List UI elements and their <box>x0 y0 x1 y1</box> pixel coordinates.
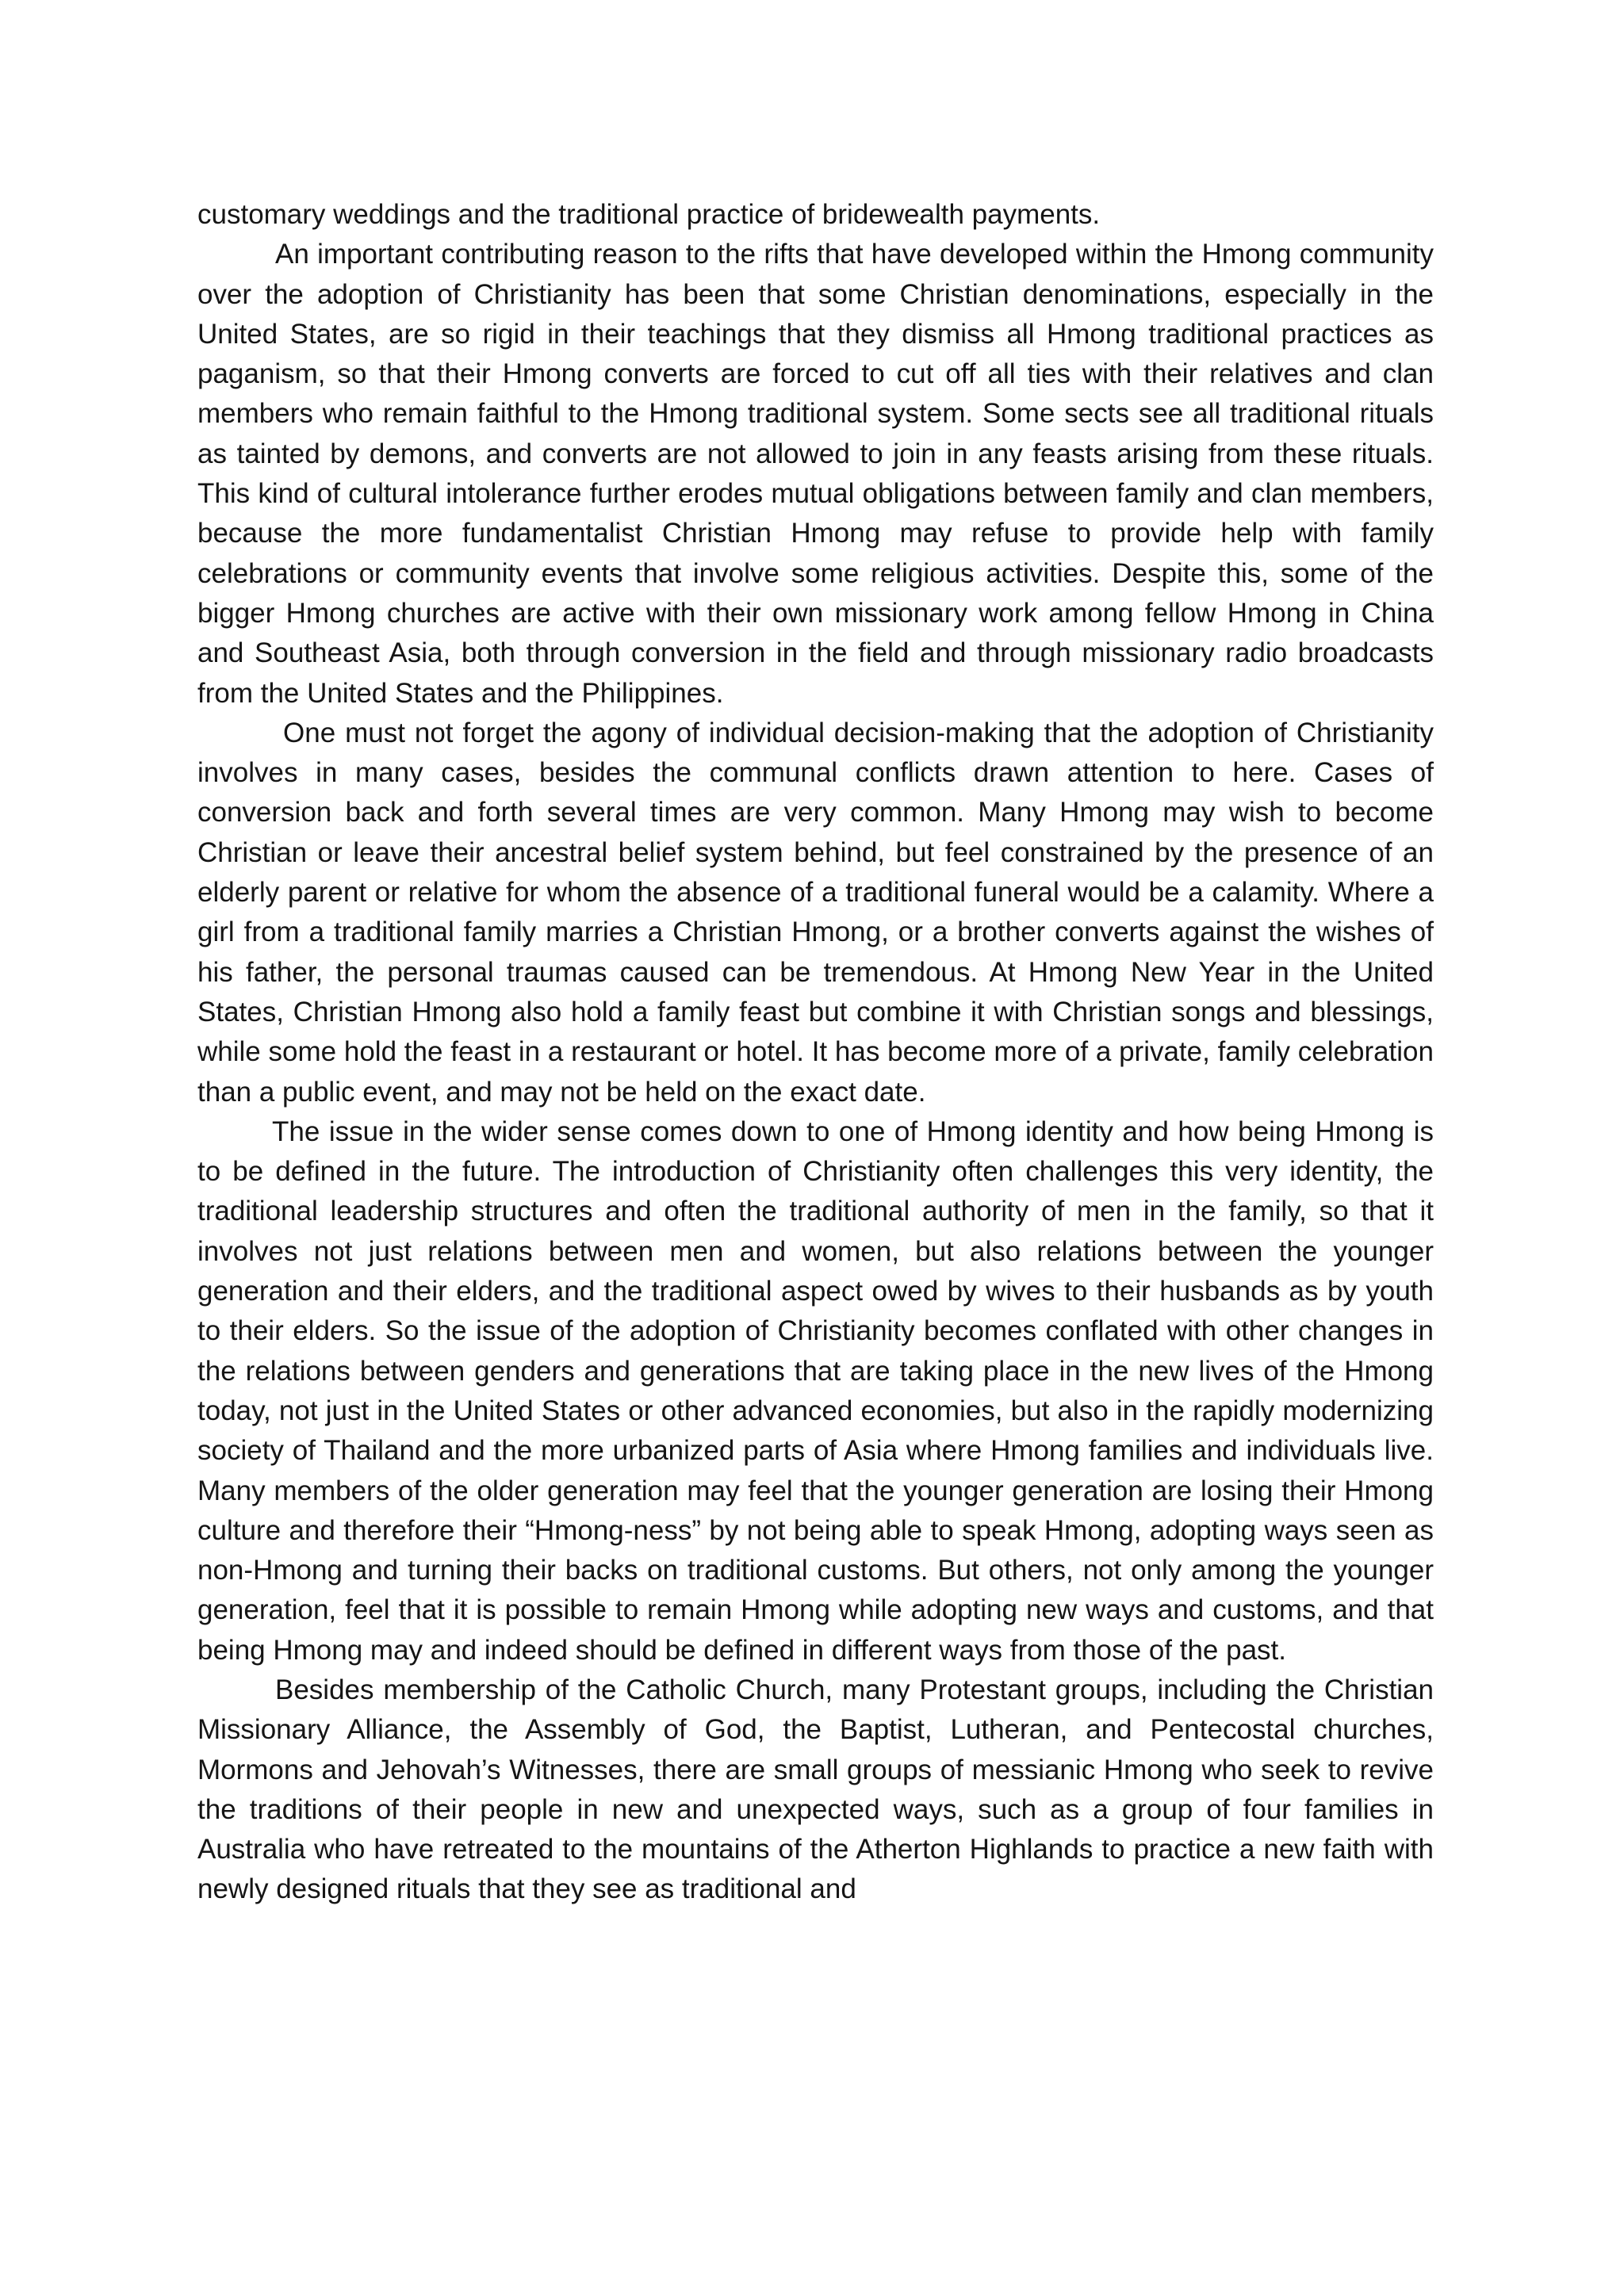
paragraph-protestant-groups: Besides membership of the Catholic Church, many Protestant groups, including the Christian Missionary Alliance, the Assembly of God, the Baptist, Lutheran, and Pentecostal churches, Mormons and Jehovah’s Witnesses, there are small groups of messianic Hmong who seek to revive the traditions of their people in new and unexpected ways, such as a group of four families in Australia who have retreated to the mountains of the Atherton Highlands to practice a new faith with newly designed rituals that they see as traditional and <box>197 1674 1434 1905</box>
paragraph-hmong-identity: The issue in the wider sense comes down to one of Hmong identity and how being Hmong is to be defined in the future. The introduction of Christianity often challenges this very identity, the traditional leadership structures and often the traditional authority of men in the family, so that it involves not just relations between men and women, but also relations between the younger generation and their elders, and the traditional aspect owed by wives to their husbands as by youth to their elders. So the issue of the adoption of Christianity becomes conflated with other changes in the relations between genders and generations that are taking place in the new lives of the Hmong today, not just in the United States or other advanced economies, but also in the rapidly modernizing society of Thailand and the more urbanized parts of Asia where Hmong families and individuals live. Many members of the older generation may feel that the younger generation are losing their Hmong culture and therefore their “Hmong-ness” by not being able to speak Hmong, adopting ways seen as non-Hmong and turning their backs on traditional customs. But others, not only among the younger generation, feel that it is possible to remain Hmong while adopting new ways and customs, and that being Hmong may and indeed should be defined in different ways from those of the past. <box>197 1115 1434 1666</box>
paragraph-continuation: customary weddings and the traditional practice of bridewealth payments. <box>197 199 1101 230</box>
paragraph-individual-decision: One must not forget the agony of individual decision-making that the adoption of Christianity involves in many cases, besides the communal conflicts drawn attention to here. Cases of conversion back and forth several times are very common. Many Hmong may wish to become Christian or leave their ancestral belief system behind, but feel constrained by the presence of an elderly parent or relative for whom the absence of a traditional funeral would be a calamity. Where a girl from a traditional family marries a Christian Hmong, or a brother converts against the wishes of his father, the personal traumas caused can be tremendous. At Hmong New Year in the United States, Christian Hmong also hold a family feast but combine it with Christian songs and blessings, while some hold the feast in a restaurant or hotel. It has become more of a private, family celebration than a public event, and may not be held on the exact date. <box>197 717 1434 1108</box>
body-text <box>197 195 1434 1910</box>
paragraph-christian-denominations: An important contributing reason to the rifts that have developed within the Hmong community over the adoption of Christianity has been that some Christian denominations, especially in the United States, are so rigid in their teachings that they dismiss all Hmong traditional practices as paganism, so that their Hmong converts are forced to cut off all ties with their relatives and clan members who remain faithful to the Hmong traditional system. Some sects see all traditional rituals as tainted by demons, and converts are not allowed to join in any feasts arising from these rituals. This kind of cultural intolerance further erodes mutual obligations between family and clan members, because the more fundamentalist Christian Hmong may refuse to provide help with family celebrations or community events that involve some religious activities. Despite this, some of the bigger Hmong churches are active with their own missionary work among fellow Hmong in China and Southeast Asia, both through conversion in the field and through missionary radio broadcasts from the United States and the Philippines. <box>197 239 1434 709</box>
